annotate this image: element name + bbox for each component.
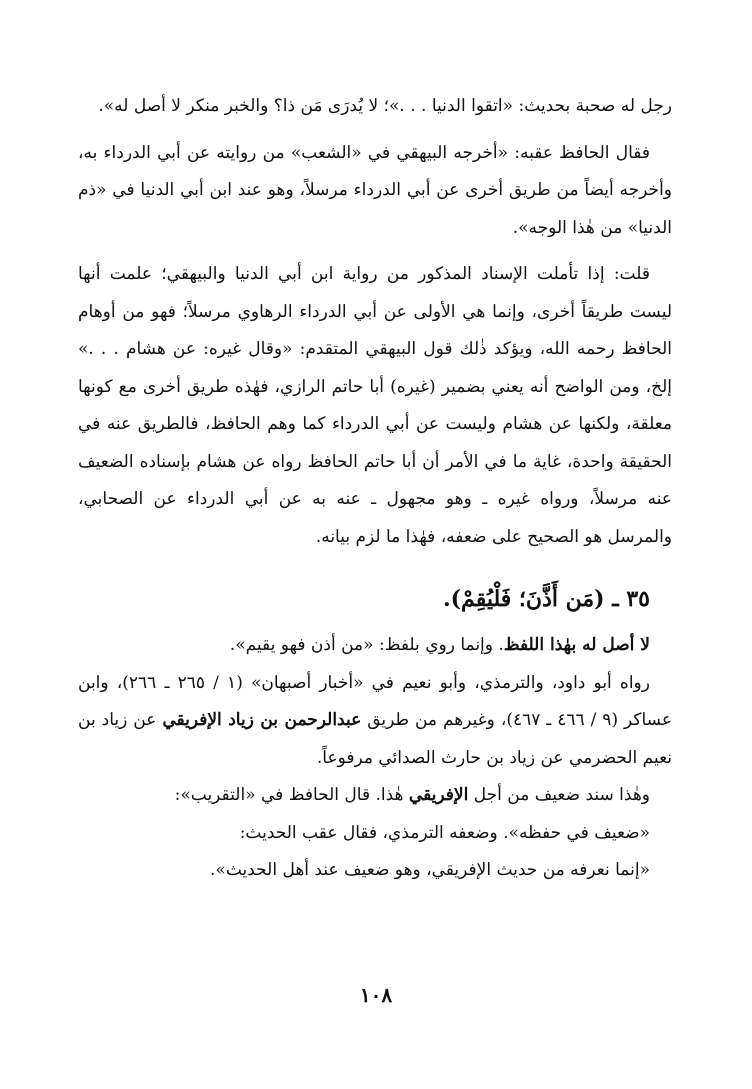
hadith-number: ٣٥ <box>626 586 650 612</box>
paragraph-continuation: رجل له صحبة بحديث: «اتقوا الدنيا . . .»؛ لا يُدرَى مَن ذا؟ والخبر منكر لا أصل له». <box>98 96 672 116</box>
hadith-heading <box>78 580 672 618</box>
sources-text-end: عن زياد بن نعيم الحضرمي عن زياد بن حارث الصدائي مرفوعاً. <box>78 710 672 768</box>
page-number: ١٠٨ <box>359 983 393 1007</box>
sources-text: رواه أبو داود، والترمذي، وأبو نعيم في «أخبار أصبهان» (١ / ٢٦٥ ـ ٢٦٦)، وابن عساكر (٩ / ٤٦٦ ـ ٤٦٧)، وغيرهم من طريق <box>78 672 672 730</box>
weakness-text-end: هٰذا. قال الحافظ في «التقريب»: <box>174 785 409 805</box>
spacer <box>78 556 672 580</box>
quote-tirmidhi: «إنما نعرفه من حديث الإفريقي، وهو ضعيف عند أهل الحديث». <box>210 860 650 880</box>
verdict-bold: لا أصل له بهٰذا اللفظ <box>503 635 650 655</box>
narrator-short-name: الإفريقي <box>408 785 469 805</box>
hadith-verdict <box>78 627 672 665</box>
paragraph-author-note: قلت: إذا تأملت الإسناد المذكور من رواية ابن أبي الدنيا والبيهقي؛ علمت أنها ليست طريقاً أخرى، وإنما هي الأولى عن أبي الدرداء الرهاوي مرسلاً؛ فهو من أوهام الحافظ رحمه الله، ويؤكد ذٰلك قول البيهقي المتقدم: «وقال غيره: عن هشام . . .» إلخ، ومن الواضح أنه يعني بضمير (غيره) أبا حاتم الرازي، فهٰذه طريق أخرى مع كونها معلقة، ولكنها عن هشام وليست عن أبي الدرداء كما وهم الحافظ، فالطريق عنه في الحقيقة واحدة، غاية ما في الأمر أن أبا حاتم الحافظ رواه عن هشام بإسناده الضعيف عنه مرسلاً، ورواه غيره ـ وهو مجهول ـ عنه به عن أبي الدرداء عن الصحابي، والمرسل هو الصحيح على ضعفه، فهٰذا ما لزم بيانه. <box>78 264 673 547</box>
page-body <box>78 88 672 890</box>
narrator-name: عبدالرحمن بن زياد الإفريقي <box>162 710 362 730</box>
hadith-title: ـ (مَن أَذَّنَ؛ فَلْيُقِمْ). <box>442 586 619 612</box>
spacer <box>78 618 672 627</box>
chain-weakness <box>78 777 672 815</box>
quote-taqrib: «ضعيف في حفظه». وضعفه الترمذي، فقال عقب الحديث: <box>239 822 650 843</box>
spacer <box>78 126 672 135</box>
paragraph-hafiz-comment: فقال الحافظ عقبه: «أخرجه البيهقي في «الشعب» من روايته عن أبي الدرداء به، وأخرجه أيضاً من طريق أخرى عن أبي الدرداء مرسلاً، وهو عند ابن أبي الدنيا في «ذم الدنيا» من هٰذا الوجه». <box>78 142 672 238</box>
spacer <box>78 247 672 256</box>
verdict-rest: . وإنما روي بلفظ: «من أذن فهو يقيم». <box>229 635 504 655</box>
hadith-sources <box>78 665 672 778</box>
weakness-text: وهٰذا سند ضعيف من أجل <box>468 785 650 805</box>
